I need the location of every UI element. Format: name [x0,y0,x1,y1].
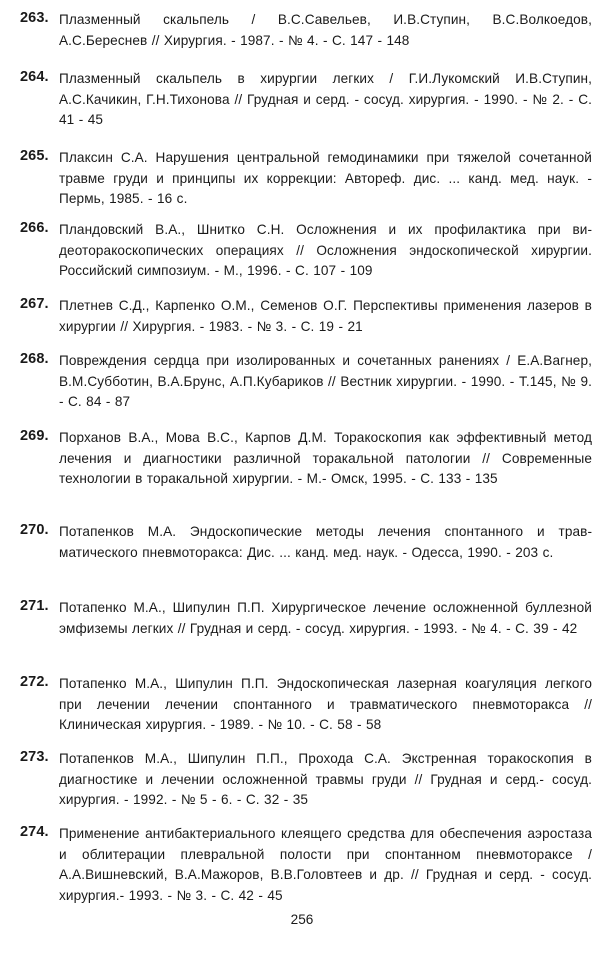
reference-entry-266 [20,220,592,282]
reference-entry-269 [20,428,592,490]
reference-entry-274 [20,824,592,906]
reference-text: Применение антибактериального клеящего средства для обеспечения аэростаза и облитерации плевральной полости при спонтанном пневмотораксе / А.А.Вишневский, В.А.Мажоров, В.В.Головтеев и др. // Грудная и серд. - сосуд. хирургия.- 1993. - № 3. - С. 42 - 45 [59,826,592,903]
reference-text: Плаксин С.А. Нарушения центральной гемодинамики при тяжелой сочетанной травме груди и принципы их коррекции: Автореф. дис. ... канд. мед. наук. - Пермь, 1985. - 16 с. [59,150,592,206]
reference-number: 269. [20,428,49,444]
reference-entry-264 [20,69,592,131]
reference-entry-265 [20,148,592,210]
reference-entry-267 [20,296,592,337]
reference-number: 265. [20,148,49,164]
reference-entry-263 [20,10,592,51]
reference-entry-270 [20,522,592,563]
page-number: 256 [290,912,314,927]
reference-text: Потапенков М.А., Шипулин П.П., Прохода С.А. Экстренная торакоскопия в диагностике и лечении осложненной травмы груди // Грудная и серд.- сосуд. хирургия. - 1992. - № 5 - 6. - С. 32 - 35 [59,751,592,807]
reference-entry-271 [20,598,592,639]
reference-entry-273 [20,749,592,811]
reference-number: 266. [20,220,49,236]
reference-text: Потапенков М.А. Эндоскопические методы лечения спонтанного и травматического пневмоторакса: Дис. ... канд. мед. наук. - Одесса, 1990. - 203 с. [59,524,592,560]
reference-number: 268. [20,351,49,367]
reference-text: Плазменный скальпель в хирургии легких / Г.И.Лукомский И.В.Ступин, А.С.Качикин, Г.Н.Тихонова // Грудная и серд. - сосуд. хирургия. - 1990. - № 2. - С. 41 - 45 [59,71,592,127]
reference-number: 263. [20,10,49,26]
reference-text: Повреждения сердца при изолированных и сочетанных ранениях / Е.А.Вагнер, В.М.Субботин, В.А.Брунс, А.П.Кубариков // Вестник хирургии. - 1990. - Т.145, № 9. - С. 84 - 87 [59,353,592,409]
reference-number: 273. [20,749,49,765]
reference-number: 272. [20,674,49,690]
reference-text: Пландовский В.А., Шнитко С.Н. Осложнения и их профилактика при видеоторакоскопических операциях // Осложнения эндоскопической хирургии. Российский симпозиум. - М., 1996. - С. 107 - 109 [59,222,592,278]
reference-number: 264. [20,69,49,85]
reference-text: Потапенко М.А., Шипулин П.П. Эндоскопическая лазерная коагуляция легкого при лечении лечении спонтанного и травматического пневмоторакса // Клиническая хирургия. - 1989. - № 10. - С. 58 - 58 [59,676,592,732]
reference-text: Плазменный скальпель / В.С.Савельев, И.В.Ступин, В.С.Волкоедов, А.С.Береснев // Хирургия. - 1987. - № 4. - С. 147 - 148 [59,12,592,48]
reference-number: 267. [20,296,49,312]
reference-text: Порханов В.А., Мова В.С., Карпов Д.М. Торакоскопия как эффективный метод лечения и диагностики различной торакальной патологии // Современные технологии в торакальной хирургии. - М.- Омск, 1995. - С. 133 - 135 [59,430,592,486]
reference-number: 274. [20,824,49,840]
reference-text: Потапенко М.А., Шипулин П.П. Хирургическое лечение осложненной буллезной эмфиземы легких // Грудная и серд. - сосуд. хирургия. - 1993. - № 4. - С. 39 - 42 [59,600,592,636]
reference-text: Плетнев С.Д., Карпенко О.М., Семенов О.Г. Перспективы применения лазеров в хирургии // Хирургия. - 1983. - № 3. - С. 19 - 21 [59,298,592,334]
reference-number: 270. [20,522,49,538]
reference-entry-272 [20,674,592,736]
reference-entry-268 [20,351,592,413]
reference-number: 271. [20,598,49,614]
